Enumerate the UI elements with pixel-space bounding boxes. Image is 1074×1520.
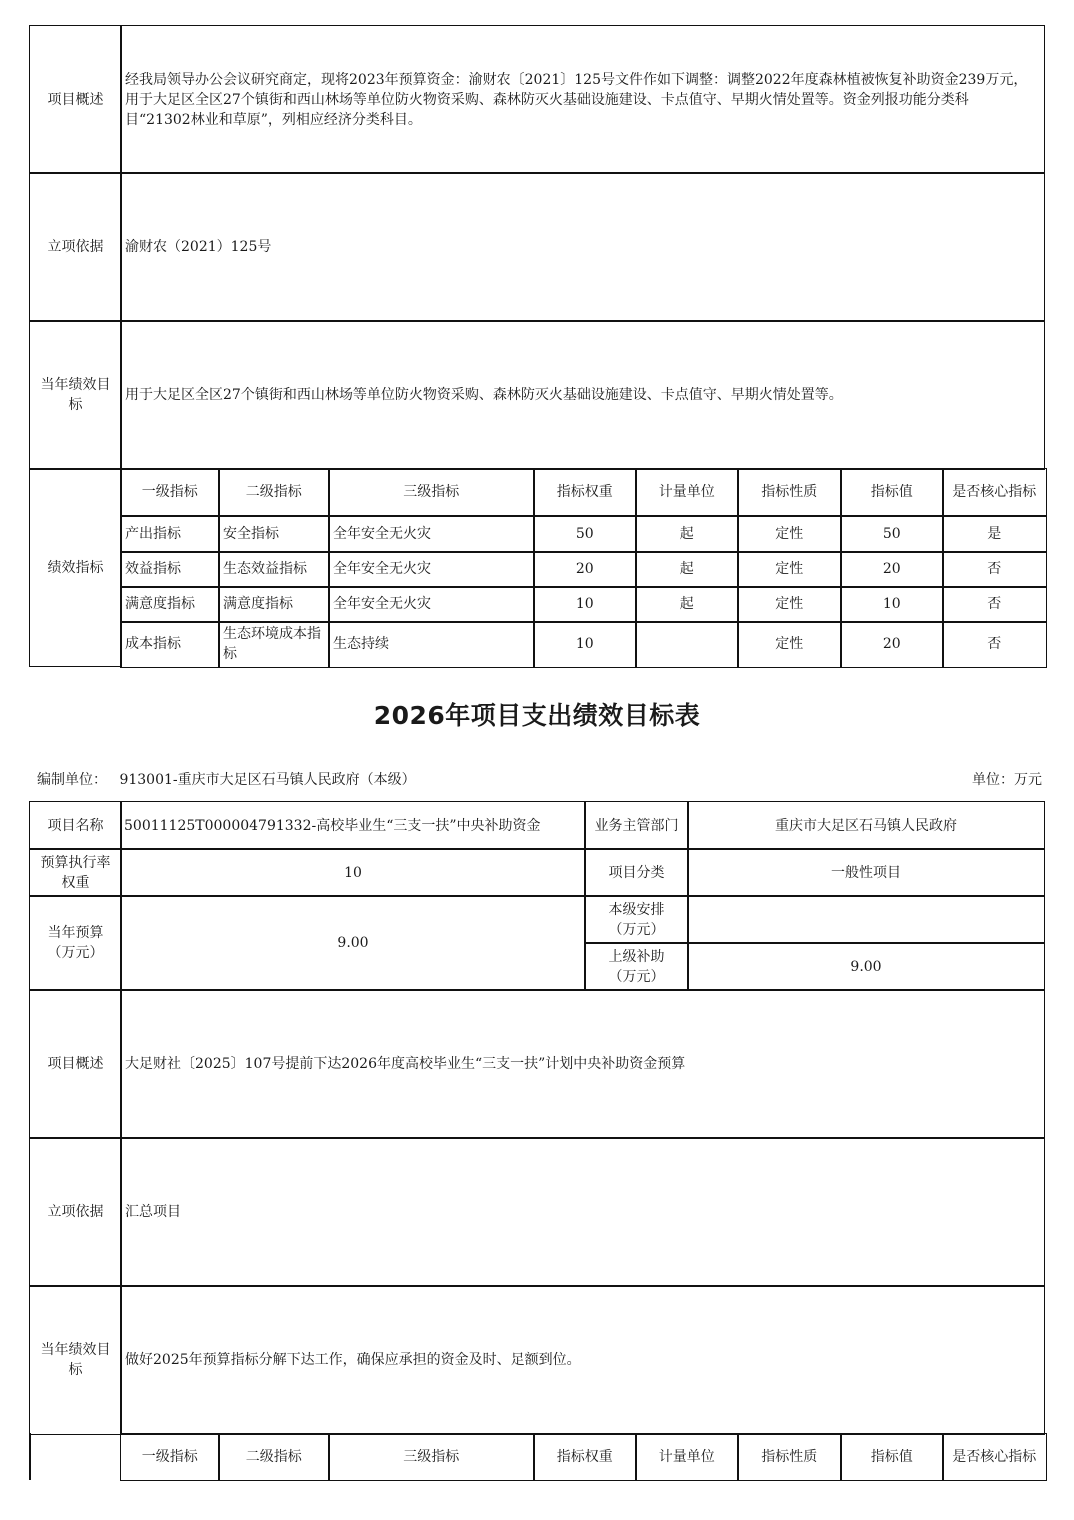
exec-weight-value-cell bbox=[120, 848, 586, 897]
indicators-label: 绩效指标 bbox=[47, 559, 104, 576]
indicator-value: 是 bbox=[987, 525, 1002, 542]
indicator-value: 20 bbox=[882, 636, 901, 653]
indicator-value: 安全指标 bbox=[223, 525, 279, 542]
lower-overview-label-cell bbox=[29, 989, 122, 1139]
indicator-value-cell bbox=[737, 551, 842, 588]
indicator-value: 起 bbox=[679, 561, 694, 578]
budget-label-cell bbox=[29, 895, 122, 991]
indicator-value: 20 bbox=[882, 561, 901, 578]
basis-label-cell bbox=[29, 172, 122, 322]
indicator-value-cell bbox=[635, 621, 739, 668]
indicator-value-cell bbox=[533, 515, 637, 553]
superior-value: 9.00 bbox=[850, 958, 882, 975]
indicator-value-cell bbox=[840, 515, 944, 553]
local-label: 本级安排（万元） bbox=[608, 901, 665, 938]
dept-value: 重庆市大足区石马镇人民政府 bbox=[775, 817, 957, 834]
indicator-value-cell bbox=[120, 586, 220, 623]
indicator-value-cell bbox=[120, 515, 220, 553]
lower-basis-text: 汇总项目 bbox=[125, 1204, 181, 1220]
indicator-header-cell bbox=[737, 1433, 842, 1481]
indicator-header: 计量单位 bbox=[658, 484, 715, 501]
indicator-value-cell bbox=[328, 515, 535, 553]
indicator-value: 效益指标 bbox=[125, 561, 181, 578]
indicator-value: 生态环境成本指标 bbox=[223, 626, 321, 663]
category-label: 项目分类 bbox=[608, 864, 665, 881]
lower-goal-label-cell bbox=[29, 1285, 122, 1435]
indicator-header-cell bbox=[120, 1433, 220, 1481]
indicator-value-cell bbox=[942, 515, 1047, 553]
indicator-header-cell bbox=[328, 468, 535, 517]
category-value: 一般性项目 bbox=[831, 864, 901, 881]
indicator-header: 三级指标 bbox=[403, 1448, 460, 1465]
indicator-value: 全年安全无火灾 bbox=[333, 525, 431, 542]
indicator-value-cell bbox=[635, 586, 739, 623]
indicator-header: 是否核心指标 bbox=[952, 1448, 1037, 1465]
indicator-header-cell bbox=[840, 1433, 944, 1481]
indicator-value: 满意度指标 bbox=[223, 596, 293, 613]
indicator-header: 指标值 bbox=[870, 1448, 913, 1465]
indicator-value-cell bbox=[328, 586, 535, 623]
indicator-header: 三级指标 bbox=[403, 484, 460, 501]
org-row bbox=[37, 769, 416, 789]
indicator-header-cell bbox=[328, 1433, 535, 1481]
indicator-value: 定性 bbox=[775, 596, 804, 613]
indicator-header: 指标性质 bbox=[761, 484, 818, 501]
indicator-header-cell bbox=[120, 468, 220, 517]
indicator-value-cell bbox=[737, 515, 842, 553]
indicator-header-cell bbox=[840, 468, 944, 517]
lower-basis-label: 立项依据 bbox=[47, 1204, 104, 1220]
indicator-value-cell bbox=[942, 621, 1047, 668]
goal-label: 当年绩效目标 bbox=[40, 377, 111, 413]
exec-weight-value: 10 bbox=[344, 864, 362, 881]
indicator-header-cell bbox=[218, 1433, 330, 1481]
org-label: 编制单位： bbox=[37, 772, 107, 788]
indicator-header: 指标权重 bbox=[556, 484, 613, 501]
indicator-value-cell bbox=[737, 621, 842, 668]
indicator-header-cell bbox=[218, 468, 330, 517]
superior-label-cell bbox=[584, 942, 689, 991]
org-value: 913001-重庆市大足区石马镇人民政府（本级） bbox=[119, 772, 416, 788]
indicator-value: 10 bbox=[575, 636, 594, 653]
dept-value-cell bbox=[687, 801, 1045, 850]
lower-goal-text-cell bbox=[120, 1285, 1045, 1435]
dept-label: 业务主管部门 bbox=[594, 817, 679, 834]
indicator-value-cell bbox=[840, 621, 944, 668]
indicator-value-cell bbox=[533, 551, 637, 588]
indicator-header: 二级指标 bbox=[245, 484, 302, 501]
lower-goal-label: 当年绩效目标 bbox=[40, 1342, 111, 1378]
overview-label-cell bbox=[29, 25, 122, 174]
indicator-header-cell bbox=[737, 468, 842, 517]
indicator-value: 50 bbox=[575, 525, 594, 542]
indicator-header-cell bbox=[533, 468, 637, 517]
local-value-cell bbox=[687, 895, 1045, 944]
dept-label-cell bbox=[584, 801, 689, 850]
indicator-value-cell bbox=[942, 551, 1047, 588]
indicator-value: 定性 bbox=[775, 561, 804, 578]
indicator-value-cell bbox=[533, 621, 637, 668]
lower-basis-text-cell bbox=[120, 1137, 1045, 1287]
indicator-header-cell bbox=[533, 1433, 637, 1481]
basis-text-cell bbox=[120, 172, 1045, 322]
indicator-value: 否 bbox=[987, 596, 1002, 613]
indicator-value: 10 bbox=[882, 596, 901, 613]
indicator-value: 满意度指标 bbox=[125, 596, 195, 613]
overview-label: 项目概述 bbox=[47, 91, 104, 108]
superior-label: 上级补助（万元） bbox=[608, 948, 665, 985]
budget-label: 当年预算（万元） bbox=[47, 925, 104, 961]
project-name-value: 50011125T000004791332-高校毕业生“三支一扶”中央补助资金 bbox=[124, 817, 541, 834]
goal-text-cell bbox=[120, 320, 1045, 470]
goal-text: 用于大足区全区27个镇街和西山林场等单位防火物资采购、森林防灭火基础设施建设、卡点值守、早期火情处置等。 bbox=[125, 387, 843, 403]
indicator-header: 一级指标 bbox=[141, 1448, 198, 1465]
indicators-label-cell bbox=[29, 468, 122, 667]
indicator-value-cell bbox=[120, 621, 220, 668]
indicator-value-cell bbox=[218, 621, 330, 668]
indicator-value-cell bbox=[218, 551, 330, 588]
indicator-value: 否 bbox=[987, 561, 1002, 578]
indicator-value-cell bbox=[120, 551, 220, 588]
indicator-header: 一级指标 bbox=[141, 484, 198, 501]
indicator-value-cell bbox=[942, 586, 1047, 623]
indicator-value: 产出指标 bbox=[125, 525, 181, 542]
indicator-header-cell bbox=[942, 468, 1047, 517]
indicator-value: 否 bbox=[987, 636, 1002, 653]
overview-text: 经我局领导办公会议研究商定，现将2023年预算资金：渝财农〔2021〕125号文件作如下调整：调整2022年度森林植被恢复补助资金239万元，用于大足区全区27个镇街和西山林场等单位防火物资采购、森林防灭火基础设施建设、卡点值守、早期火情处置等。资金列报功能分类科目“21302林业和草原”，列相应经济分类科目。 bbox=[125, 71, 1028, 128]
indicator-value: 成本指标 bbox=[125, 636, 181, 653]
indicator-value: 起 bbox=[679, 596, 694, 613]
indicator-header: 是否核心指标 bbox=[952, 484, 1037, 501]
indicator-value-cell bbox=[533, 586, 637, 623]
indicator-value-cell bbox=[737, 586, 842, 623]
project-name-cell bbox=[120, 801, 586, 850]
indicator-value: 20 bbox=[575, 561, 594, 578]
indicator-header: 二级指标 bbox=[245, 1448, 302, 1465]
exec-weight-label-cell bbox=[29, 848, 122, 897]
indicator-value: 全年安全无火灾 bbox=[333, 596, 431, 613]
category-label-cell bbox=[584, 848, 689, 897]
lower-goal-text: 做好2025年预算指标分解下达工作，确保应承担的资金及时、足额到位。 bbox=[125, 1352, 581, 1368]
budget-value: 9.00 bbox=[337, 935, 369, 951]
indicator-value-cell bbox=[218, 515, 330, 553]
unit-label: 单位：万元 bbox=[972, 772, 1042, 788]
lower-overview-text: 大足财社〔2025〕107号提前下达2026年度高校毕业生“三支一扶”计划中央补助资金预算 bbox=[125, 1056, 686, 1072]
indicator-header: 指标性质 bbox=[761, 1448, 818, 1465]
page-title: 2026年项目支出绩效目标表 bbox=[373, 701, 701, 730]
lower-overview-text-cell bbox=[120, 989, 1045, 1139]
basis-text: 渝财农（2021）125号 bbox=[125, 239, 272, 255]
indicator-value: 起 bbox=[679, 525, 694, 542]
overview-text-cell bbox=[120, 25, 1045, 174]
basis-label: 立项依据 bbox=[47, 239, 104, 255]
project-name-label: 项目名称 bbox=[47, 817, 104, 834]
indicator-value: 全年安全无火灾 bbox=[333, 561, 431, 578]
indicator-value: 50 bbox=[882, 525, 901, 542]
superior-value-cell bbox=[687, 942, 1045, 991]
indicator-value: 定性 bbox=[775, 636, 804, 653]
indicator-value-cell bbox=[328, 551, 535, 588]
indicator-value-cell bbox=[840, 586, 944, 623]
lower-basis-label-cell bbox=[29, 1137, 122, 1287]
goal-label-cell bbox=[29, 320, 122, 470]
indicator-value-cell bbox=[218, 586, 330, 623]
category-value-cell bbox=[687, 848, 1045, 897]
project-name-label-cell bbox=[29, 801, 122, 850]
indicators-left-border bbox=[29, 1433, 31, 1480]
indicator-value-cell bbox=[635, 515, 739, 553]
indicator-value: 生态效益指标 bbox=[223, 561, 307, 578]
indicator-value-cell bbox=[328, 621, 535, 668]
lower-overview-label: 项目概述 bbox=[47, 1056, 104, 1072]
exec-weight-label: 预算执行率权重 bbox=[40, 854, 111, 891]
indicator-value: 生态持续 bbox=[333, 636, 389, 653]
indicator-value: 10 bbox=[575, 596, 594, 613]
indicator-value-cell bbox=[635, 551, 739, 588]
indicator-header-cell bbox=[635, 468, 739, 517]
indicator-value-cell bbox=[840, 551, 944, 588]
budget-value-cell bbox=[120, 895, 586, 991]
local-label-cell bbox=[584, 895, 689, 944]
indicator-value: 定性 bbox=[775, 525, 804, 542]
indicator-header-cell bbox=[942, 1433, 1047, 1481]
indicator-header: 指标值 bbox=[870, 484, 913, 501]
indicator-header: 指标权重 bbox=[556, 1448, 613, 1465]
indicator-header: 计量单位 bbox=[658, 1448, 715, 1465]
indicator-header-cell bbox=[635, 1433, 739, 1481]
